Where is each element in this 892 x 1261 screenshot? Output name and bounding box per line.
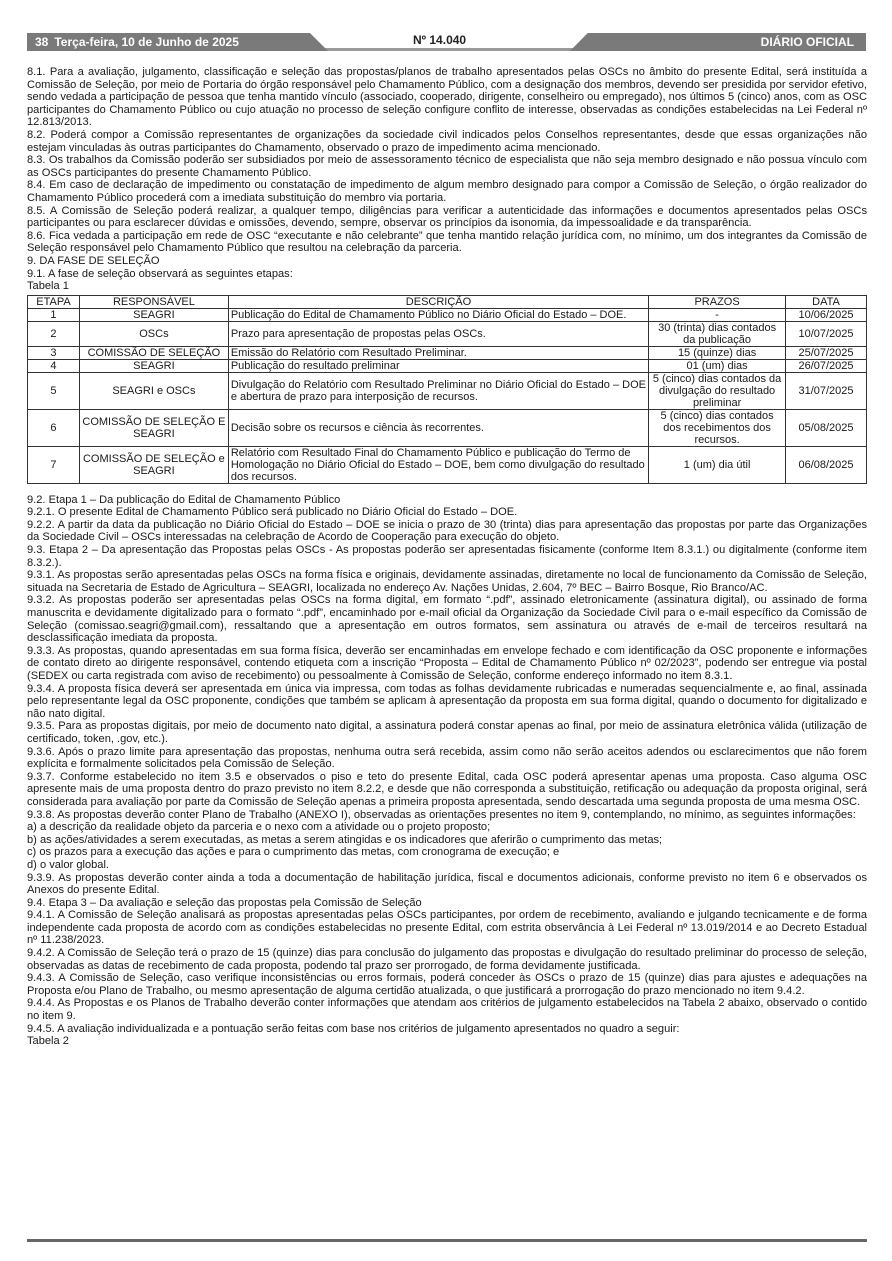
table-cell: Publicação do resultado preliminar: [228, 359, 648, 372]
paragraph: 8.6. Fica vedada a participação em rede de OSC “executante e não celebrante” que tenha mantido relação jurídica com, no mínimo, um dos integrantes da Comissão de Seleção responsável pelo Chamamento Público que resultou na celebração da parceria.: [27, 229, 867, 255]
table-cell: 5: [28, 372, 80, 409]
table-cell: 4: [28, 359, 80, 372]
issue-number: Nº 14.040: [413, 33, 467, 47]
header-page-date: [35, 34, 239, 50]
table-cell: -: [649, 308, 786, 321]
table-cell: 26/07/2025: [786, 359, 867, 372]
paragraph: 9.4.2. A Comissão de Seleção terá o prazo de 15 (quinze) dias para conclusão do julgamento das propostas e divulgação do resultado preliminar do processo de seleção, observadas as datas de recebimento de cada proposta, podendo tal prazo ser prorrogado, de forma devidamente justificada.: [27, 947, 867, 972]
paragraph: 9.1. A fase de seleção observará as seguintes etapas:: [27, 267, 293, 280]
paragraph: 9.2. Etapa 1 – Da publicação do Edital de Chamamento Público: [27, 493, 341, 506]
paragraph: 9.4. Etapa 3 – Da avaliação e seleção das propostas pela Comissão de Seleção: [27, 896, 422, 909]
paragraph: 9.3.9. As propostas deverão conter ainda a toda a documentação de habilitação jurídica, fiscal e documentos adicionais, conforme previsto no item 6 e observados os Anexos do presente Edital.: [27, 871, 867, 897]
table-cell: 06/08/2025: [786, 446, 867, 483]
paragraph: Tabela 1: [27, 280, 69, 293]
table-cell: COMISSÃO DE SELEÇÃO: [79, 346, 228, 359]
paragraph: 8.3. Os trabalhos da Comissão poderão ser subsidiados por meio de assessoramento técnico de especialista que não seja membro designado e não possua vínculo com as OSCs participantes do presente Chamamento Público.: [27, 154, 867, 179]
paragraph: 9.4.4. As Propostas e os Planos de Trabalho deverão conter informações que atendam aos critérios de julgamento estabelecidos na Tabela 2 abaixo, observado o contido no item 9.: [27, 997, 867, 1023]
paragraph: 9.4.5. A avaliação individualizada e a pontuação serão feitas com base nos critérios de julgamento apresentados no quadro a seguir:: [27, 1022, 680, 1035]
table-row: [28, 409, 867, 446]
paragraph: 9.3. Etapa 2 – Da apresentação das Propostas pelas OSCs - As propostas poderão ser apresentadas fisicamente (conforme Item 8.3.1.) ou digitalmente (conforme item 8.3.2.).: [27, 544, 867, 569]
column-header: DATA: [786, 295, 867, 308]
table-header-row: [28, 295, 867, 308]
table-cell: 30 (trinta) dias contados da publicação: [649, 321, 786, 346]
table-row: [28, 372, 867, 409]
table-cell: 31/07/2025: [786, 372, 867, 409]
paragraph: 9.2.2. A partir da data da publicação no Diário Oficial do Estado – DOE se inicia o prazo de 30 (trinta) dias para apresentação das propostas por parte das Organizações da Sociedade Civil – OSCs interessadas na celebração de Acordo de Cooperação para execução do objeto.: [27, 518, 867, 544]
table-cell: Relatório com Resultado Final do Chamamento Público e publicação do Termo de Homologação no Diário Oficial do Estado – DOE, bem como divulgação do resultado dos recursos.: [228, 446, 648, 483]
table-row: [28, 321, 867, 346]
page-header: [27, 33, 866, 51]
table-cell: Divulgação do Relatório com Resultado Preliminar no Diário Oficial do Estado – DOE e abertura de prazo para interposição de recursos.: [228, 372, 648, 409]
paragraph: 9.4.1. A Comissão de Seleção analisará as propostas apresentadas pelas OSCs participantes, por ordem de recebimento, avaliando e julgando tecnicamente e de forma independente cada proposta de acordo com as condições estabelecidas no presente Edital, com estrita observância à Lei Federal nº 13.019/2014 e ao Decreto Estadual nº 11.238/2023.: [27, 909, 867, 947]
table-row: [28, 308, 867, 321]
table-row: [28, 346, 867, 359]
table-cell: Prazo para apresentação de propostas pelas OSCs.: [228, 321, 648, 346]
table-cell: OSCs: [79, 321, 228, 346]
table-cell: 3: [28, 346, 80, 359]
paragraph: 9.3.2. As propostas poderão ser apresentadas pelas OSCs na forma digital, em formato “.pdf”, assinado eletronicamente (assinatura digital), ou assinado de forma manuscrita e devidamente digitalizado para o formato “.pdf”, encaminhado por e-mail oficial da Organização da Sociedade Civil para o e-mail específico da Comissão de Seleção (comissao.seagri@gmail.com), ressaltando que a apresentação em outros formatos, sem assinatura ou através de e-mail de terceiros resultará na desclassificação imediata da proposta.: [27, 594, 867, 645]
paragraph: 9. DA FASE DE SELEÇÃO: [27, 254, 160, 267]
page-number: 38: [35, 35, 49, 49]
table-cell: SEAGRI: [79, 359, 228, 372]
paragraph: 8.5. A Comissão de Seleção poderá realizar, a qualquer tempo, diligências para verificar a autenticidade das informações e documentos apresentados pelas OSCs participantes ou para esclarecer dúvidas e omissões, devendo, sempre, observar os princípios da isonomia, da impessoalidade e da transparência.: [27, 204, 867, 230]
table-cell: 15 (quinze) dias: [649, 346, 786, 359]
table-row: [28, 359, 867, 372]
table-cell: 5 (cinco) dias contados dos recebimentos dos recursos.: [649, 409, 786, 446]
table-cell: SEAGRI e OSCs: [79, 372, 228, 409]
paragraph: 8.4. Em caso de declaração de impedimento ou constatação de impedimento de algum membro designado para compor a Comissão de Seleção, o órgão realizador do Chamamento Público procederá com a imediata substituição do membro via portaria.: [27, 179, 867, 204]
footer-rule: [27, 1239, 867, 1242]
paragraph: 9.3.3. As propostas, quando apresentadas em sua forma física, deverão ser encaminhadas em envelope fechado e com identificação da OSC proponente e informações de contato direto ao dirigente responsável, contendo etiqueta com a inscrição “Proposta – Edital de Chamamento Público nº 02/2023”, podendo ser entregue via postal (SEDEX ou carta registrada com aviso de recebimento) ou pessoalmente à Comissão de Seleção, conforme endereço informado no item 8.3.1.: [27, 644, 867, 682]
table-cell: Decisão sobre os recursos e ciência às recorrentes.: [228, 409, 648, 446]
table-cell: 7: [28, 446, 80, 483]
paragraph: 9.3.5. Para as propostas digitais, por meio de documento nato digital, a assinatura poderá constar apenas ao final, por meio de assinatura eletrônica válida (utilização de certificado, token, .gov, etc.).: [27, 720, 867, 745]
table-cell: 1 (um) dia útil: [649, 446, 786, 483]
table-cell: Publicação do Edital de Chamamento Público no Diário Oficial do Estado – DOE.: [228, 308, 648, 321]
table-cell: 05/08/2025: [786, 409, 867, 446]
paragraph: 9.3.7. Conforme estabelecido no item 3.5 e observados o piso e teto do presente Edital, cada OSC poderá apresentar apenas uma proposta. Caso alguma OSC apresente mais de uma proposta dentro do prazo previsto no item 8.2.2, e desde que não corresponda a substituição, retificação ou adequação da proposta original, será considerada para avaliação por parte da Comissão de Seleção apenas a primeira proposta apresentada, sendo descartada uma segunda proposta de uma mesma OSC.: [27, 770, 867, 808]
table-cell: COMISSÃO DE SELEÇÃO e SEAGRI: [79, 446, 228, 483]
table-cell: COMISSÃO DE SELEÇÃO E SEAGRI: [79, 409, 228, 446]
table-cell: 01 (um) dias: [649, 359, 786, 372]
table-cell: 10/07/2025: [786, 321, 867, 346]
table-cell: 10/06/2025: [786, 308, 867, 321]
paragraph: 9.4.3. A Comissão de Seleção, caso verifique inconsistências ou erros formais, poderá conceder às OSCs o prazo de 15 (quinze) dias para ajustes e adequações na Proposta e/ou Plano de Trabalho, ou mesmo apresentação de alguma certidão atualizada, o que justificará a prorrogação do prazo mencionado no item 9.4.2.: [27, 972, 867, 997]
publication-name: DIÁRIO OFICIAL: [760, 35, 854, 49]
issue-date: Terça-feira, 10 de Junho de 2025: [54, 35, 239, 49]
paragraph: 8.1. Para a avaliação, julgamento, classificação e seleção das propostas/planos de trabalho apresentados pelas OSCs no âmbito do presente Edital, será instituída a Comissão de Seleção, por meio de Portaria do órgão responsável pelo Chamamento Público, com a designação dos membros, devendo ser presidida por servidor efetivo, sendo vedada a participação de pessoa que tenha mantido vínculo (associado, cooperado, dirigente, conselheiro ou empregado), nos últimos 5 (cinco) anos, com as OSC participantes do Chamamento Público ou cujo atuação no processo de seleção configure conflito de interesse, observadas as condições estabelecidas na Lei Federal nº 12.813/2013.: [27, 66, 867, 129]
paragraph: 9.3.1. As propostas serão apresentadas pelas OSCs na forma física e originais, devidamente assinadas, diretamente no local de funcionamento da Comissão de Seleção, situada na Secretaria de Estado de Agricultura – SEAGRI, localizada no endereço Av. Nações Unidas, 2.604, 7º BEC – Bairro Bosque, Rio Branco/AC.: [27, 569, 867, 594]
column-header: PRAZOS: [649, 295, 786, 308]
paragraph: d) o valor global.: [27, 858, 110, 871]
paragraph: Tabela 2: [27, 1035, 69, 1048]
column-header: ETAPA: [28, 295, 80, 308]
table-cell: 2: [28, 321, 80, 346]
table-cell: SEAGRI: [79, 308, 228, 321]
paragraphs-before-table: [27, 66, 867, 293]
table-cell: 6: [28, 409, 80, 446]
column-header: DESCRIÇÃO: [228, 295, 648, 308]
paragraph: b) as ações/atividades a serem executadas, as metas a serem atingidas e os indicadores que aferirão o cumprimento das metas;: [27, 833, 663, 846]
document-body: [27, 66, 867, 1048]
table-cell: 5 (cinco) dias contados da divulgação do resultado preliminar: [649, 372, 786, 409]
table-cell: Emissão do Relatório com Resultado Preliminar.: [228, 346, 648, 359]
table-1: [27, 295, 867, 484]
column-header: RESPONSÁVEL: [79, 295, 228, 308]
paragraphs-after-table: [27, 494, 867, 1048]
paragraph: 9.3.6. Após o prazo limite para apresentação das propostas, nenhuma outra será recebida, assim como não serão aceitos adendos ou esclarecimentos que não forem explícita e formalmente solicitados pela Comissão de Seleção.: [27, 745, 867, 771]
table-cell: 25/07/2025: [786, 346, 867, 359]
paragraph: 9.3.8. As propostas deverão conter Plano de Trabalho (ANEXO I), observadas as orientações presentes no item 9, contemplando, no mínimo, as seguintes informações:: [27, 808, 856, 821]
table-cell: 1: [28, 308, 80, 321]
paragraph: 9.2.1. O presente Edital de Chamamento Público será publicado no Diário Oficial do Estado – DOE.: [27, 506, 518, 519]
paragraph: c) os prazos para a execução das ações e para o cumprimento das metas, com cronograma de execução; e: [27, 846, 560, 859]
paragraph: 9.3.4. A proposta física deverá ser apresentada em única via impressa, com todas as folhas devidamente rubricadas e numeradas sequencialmente e, ao final, assinada pelo representante legal da OSC proponente, condições que também se aplicam à apresentação da proposta em sua forma digital, quando o documento for digitalizado e não nato digital.: [27, 682, 867, 720]
paragraph: a) a descrição da realidade objeto da parceria e o nexo com a atividade ou o projeto proposto;: [27, 821, 491, 834]
paragraph: 8.2. Poderá compor a Comissão representantes de organizações da sociedade civil indicados pelos Conselhos representantes, desde que essas organizações não estejam vinculadas às outras participantes do Chamamento, observado o prazo de impedimento acima mencionado.: [27, 128, 867, 154]
table-row: [28, 446, 867, 483]
